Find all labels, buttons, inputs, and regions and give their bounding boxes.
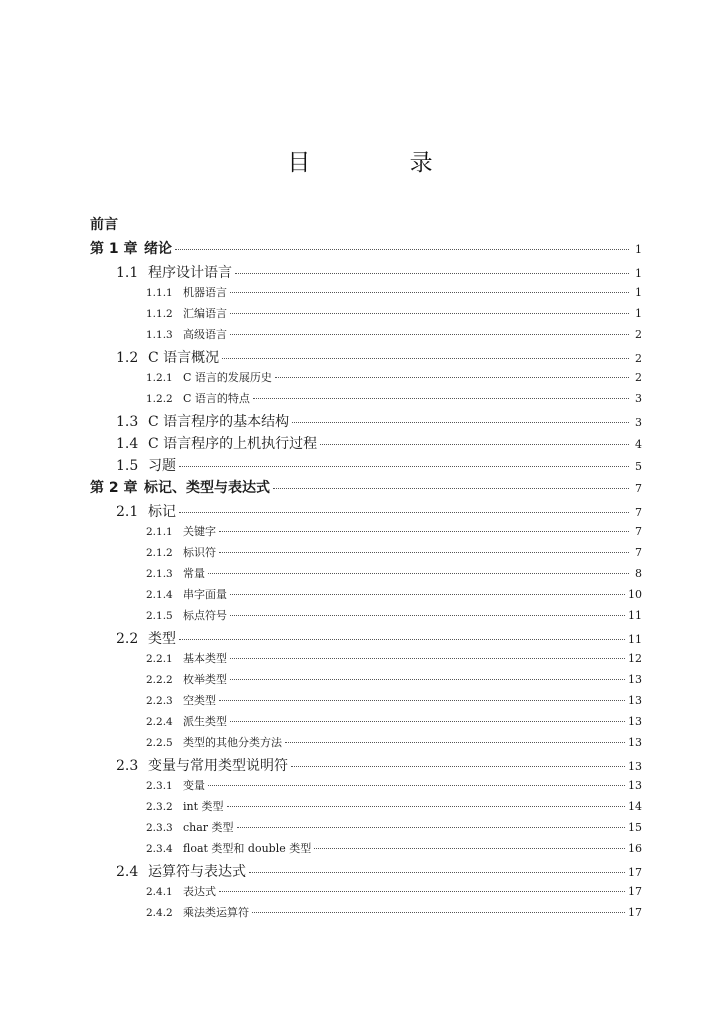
dot-leader	[253, 398, 629, 399]
entry-number: 第 1 章	[90, 241, 138, 257]
toc-entry-ch[interactable]	[90, 477, 642, 501]
entry-page-number: 17	[628, 906, 642, 919]
toc-entry-sub[interactable]	[90, 284, 642, 305]
entry-page-number: 7	[635, 482, 642, 495]
toc-entry-ch[interactable]	[90, 238, 642, 262]
entry-title: 类型	[148, 631, 176, 647]
toc-entry-sub[interactable]	[90, 734, 642, 755]
toc-entry-sub[interactable]	[90, 544, 642, 565]
entry-number: 2.2.4	[146, 716, 173, 728]
entry-number: 2.2.1	[146, 653, 173, 665]
entry-page-number: 15	[628, 821, 642, 834]
entry-page-number: 14	[628, 800, 642, 813]
dot-leader	[275, 377, 629, 378]
entry-title: 高级语言	[183, 328, 227, 341]
toc-entry-sub[interactable]	[90, 904, 642, 925]
entry-number: 2.1.3	[146, 568, 173, 580]
toc-entry-sec[interactable]	[90, 262, 642, 284]
entry-page-number: 10	[628, 588, 642, 601]
dot-leader	[230, 721, 625, 722]
entry-number: 2.3.4	[146, 843, 173, 855]
entry-page-number: 16	[628, 842, 642, 855]
preface-label: 前言	[90, 217, 118, 233]
entry-title: 表达式	[183, 885, 216, 898]
entry-title: 常量	[183, 567, 205, 580]
toc-entry-sub[interactable]	[90, 819, 642, 840]
entry-number: 1.1.2	[146, 308, 173, 320]
entry-page-number: 2	[635, 371, 642, 384]
entry-page-number: 13	[628, 779, 642, 792]
entry-page-number: 13	[628, 736, 642, 749]
entry-page-number: 17	[628, 866, 642, 879]
entry-number: 2.1.2	[146, 547, 173, 559]
entry-title: 标记、类型与表达式	[144, 480, 270, 496]
entry-page-number: 11	[628, 633, 642, 646]
entry-title: 枚举类型	[183, 673, 227, 686]
entry-number: 2.2.5	[146, 737, 173, 749]
entry-page-number: 2	[635, 352, 642, 365]
table-of-contents	[90, 214, 642, 925]
entry-page-number: 7	[635, 525, 642, 538]
entry-title: int 类型	[183, 800, 224, 813]
entry-title: char 类型	[183, 821, 234, 834]
dot-leader	[230, 313, 629, 314]
entry-title: C 语言的特点	[183, 392, 250, 405]
toc-entry-sec[interactable]	[90, 455, 642, 477]
toc-entry-sub[interactable]	[90, 565, 642, 586]
entry-number: 2.1.4	[146, 589, 173, 601]
entry-title: 关键字	[183, 525, 216, 538]
dot-leader	[230, 658, 625, 659]
dot-leader	[252, 912, 625, 913]
entry-number: 2.3.1	[146, 780, 173, 792]
entry-title: 变量	[183, 779, 205, 792]
entry-title: 乘法类运算符	[183, 906, 249, 919]
dot-leader	[179, 639, 625, 640]
entry-number: 1.2	[116, 350, 139, 366]
entry-number: 2.1.1	[146, 526, 173, 538]
toc-entry-sub[interactable]	[90, 523, 642, 544]
dot-leader	[227, 806, 625, 807]
entry-number: 1.1	[116, 265, 139, 281]
toc-entry-sub[interactable]	[90, 692, 642, 713]
entry-page-number: 5	[635, 460, 642, 473]
toc-entry-sub[interactable]	[90, 713, 642, 734]
entry-number: 2.3.3	[146, 822, 173, 834]
dot-leader	[230, 594, 625, 595]
dot-leader	[320, 444, 629, 445]
toc-entry-sec[interactable]	[90, 433, 642, 455]
toc-entry-sec[interactable]	[90, 755, 642, 777]
entry-page-number: 1	[635, 267, 642, 280]
entry-title: C 语言程序的基本结构	[148, 414, 290, 430]
dot-leader	[219, 700, 625, 701]
entry-number: 2.2.3	[146, 695, 173, 707]
entry-number: 1.2.1	[146, 372, 173, 384]
page-title: 目 录	[287, 150, 479, 176]
dot-leader	[230, 334, 629, 335]
entry-number: 2.3.2	[146, 801, 173, 813]
dot-leader	[208, 785, 625, 786]
entry-number: 第 2 章	[90, 480, 138, 496]
entry-page-number: 7	[635, 506, 642, 519]
entry-page-number: 1	[635, 286, 642, 299]
entry-page-number: 1	[635, 243, 642, 256]
entry-page-number: 13	[628, 694, 642, 707]
dot-leader	[230, 679, 625, 680]
entry-number: 2.2	[116, 631, 139, 647]
entry-number: 2.2.2	[146, 674, 173, 686]
toc-entry-sec[interactable]	[90, 347, 642, 369]
entry-title: 变量与常用类型说明符	[148, 758, 288, 774]
toc-entry-sub[interactable]	[90, 650, 642, 671]
entry-title: 机器语言	[183, 286, 227, 299]
entry-title: 标记	[148, 504, 176, 520]
toc-entry-sub[interactable]	[90, 777, 642, 798]
dot-leader	[208, 573, 629, 574]
dot-leader	[219, 891, 625, 892]
entry-title: C 语言概况	[148, 350, 220, 366]
entry-title: 标识符	[183, 546, 216, 559]
toc-entry-sub[interactable]	[90, 305, 642, 326]
entry-page-number: 11	[628, 609, 642, 622]
entry-number: 2.3	[116, 758, 139, 774]
dot-leader	[179, 512, 629, 513]
toc-entry-sub[interactable]	[90, 586, 642, 607]
toc-entry-sub[interactable]	[90, 798, 642, 819]
dot-leader	[219, 531, 629, 532]
toc-entry-sub[interactable]	[90, 883, 642, 904]
toc-entry-sub[interactable]	[90, 390, 642, 411]
toc-entry-sub[interactable]	[90, 671, 642, 692]
entry-page-number: 13	[628, 673, 642, 686]
entry-title: C 语言的发展历史	[183, 371, 272, 384]
entry-number: 1.4	[116, 436, 139, 452]
entry-title: 基本类型	[183, 652, 227, 665]
entry-number: 2.4.2	[146, 907, 173, 919]
toc-entry-sub[interactable]	[90, 369, 642, 390]
dot-leader	[175, 249, 629, 250]
dot-leader	[249, 872, 625, 873]
toc-entry-sub[interactable]	[90, 840, 642, 861]
dot-leader	[291, 766, 625, 767]
dot-leader	[314, 848, 625, 849]
dot-leader	[273, 488, 629, 489]
entry-number: 2.4.1	[146, 886, 173, 898]
entry-page-number: 3	[635, 416, 642, 429]
toc-entry-sec[interactable]	[90, 628, 642, 650]
entry-title: 汇编语言	[183, 307, 227, 320]
entry-page-number: 7	[635, 546, 642, 559]
entry-page-number: 13	[628, 715, 642, 728]
entry-title: 绪论	[144, 241, 172, 257]
entry-page-number: 2	[635, 328, 642, 341]
entry-page-number: 12	[628, 652, 642, 665]
toc-entry-sec[interactable]	[90, 501, 642, 523]
entry-title: 串字面量	[183, 588, 227, 601]
entry-page-number: 1	[635, 307, 642, 320]
dot-leader	[292, 422, 629, 423]
entry-title: 空类型	[183, 694, 216, 707]
entry-number: 1.2.2	[146, 393, 173, 405]
entry-page-number: 17	[628, 885, 642, 898]
entry-number: 1.5	[116, 458, 139, 474]
entry-title: 派生类型	[183, 715, 227, 728]
dot-leader	[219, 552, 629, 553]
dot-leader	[237, 827, 625, 828]
toc-entry-sub[interactable]	[90, 607, 642, 628]
dot-leader	[285, 742, 625, 743]
entry-title: 运算符与表达式	[148, 864, 246, 880]
entry-number: 2.1.5	[146, 610, 173, 622]
entry-title: 程序设计语言	[148, 265, 232, 281]
dot-leader	[230, 615, 625, 616]
entry-number: 1.1.1	[146, 287, 173, 299]
entry-title: float 类型和 double 类型	[183, 842, 312, 855]
dot-leader	[235, 273, 629, 274]
entry-number: 2.1	[116, 504, 139, 520]
entry-number: 1.3	[116, 414, 139, 430]
toc-entry-sec[interactable]	[90, 861, 642, 883]
toc-entry-sub[interactable]	[90, 326, 642, 347]
toc-entry-preface[interactable]	[90, 214, 642, 238]
entry-number: 2.4	[116, 864, 139, 880]
dot-leader	[222, 358, 629, 359]
toc-entry-sec[interactable]	[90, 411, 642, 433]
entry-title: 标点符号	[183, 609, 227, 622]
entry-page-number: 13	[628, 760, 642, 773]
entry-title: 类型的其他分类方法	[183, 736, 282, 749]
entry-title: 习题	[148, 458, 176, 474]
entry-page-number: 8	[635, 567, 642, 580]
entry-page-number: 3	[635, 392, 642, 405]
entry-number: 1.1.3	[146, 329, 173, 341]
dot-leader	[179, 466, 629, 467]
entry-page-number: 4	[635, 438, 642, 451]
dot-leader	[230, 292, 629, 293]
entry-title: C 语言程序的上机执行过程	[148, 436, 318, 452]
